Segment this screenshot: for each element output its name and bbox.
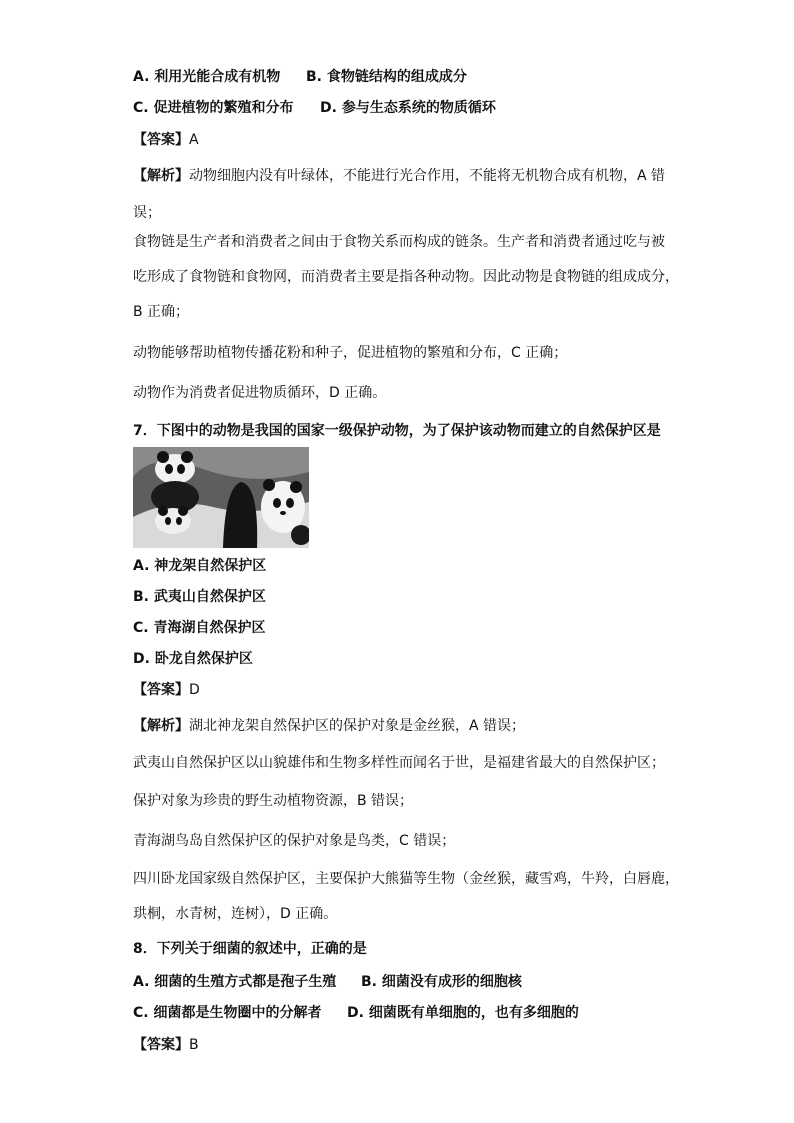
analysis-tag: 【解析】 <box>133 718 189 734</box>
answer-value: D <box>189 682 200 698</box>
q8-option-c: C. 细菌都是生物圈中的分解者 <box>133 1005 322 1021</box>
q8-answer <box>133 1036 199 1054</box>
q6-options-row-1 <box>133 68 467 86</box>
q6-answer <box>133 131 199 149</box>
answer-value: A <box>189 132 199 148</box>
analysis-tag: 【解析】 <box>133 168 189 184</box>
q6-analysis-line-6: 动物能够帮助植物传播花粉和种子，促进植物的繁殖和分布，C 正确； <box>133 345 568 361</box>
q7-option-d: D. 卧龙自然保护区 <box>133 651 253 667</box>
panda-photo <box>133 447 309 548</box>
q8-option-b: B. 细菌没有成形的细胞核 <box>361 974 522 990</box>
q8-question: 8．下列关于细菌的叙述中，正确的是 <box>133 941 367 957</box>
q7-analysis-line-4: 青海湖鸟岛自然保护区的保护对象是鸟类，C 错误； <box>133 833 456 849</box>
q6-analysis-line-5: B 正确； <box>133 304 190 320</box>
q7-option-a: A. 神龙架自然保护区 <box>133 558 267 574</box>
q7-analysis-line-6: 珙桐，水青树，连树），D 正确。 <box>133 906 338 922</box>
answer-tag: 【答案】 <box>133 1037 189 1053</box>
q6-option-c: C. 促进植物的繁殖和分布 <box>133 100 294 116</box>
answer-value: B <box>189 1037 199 1053</box>
analysis-text: 动物细胞内没有叶绿体，不能进行光合作用，不能将无机物合成有机物，A 错 <box>189 168 666 184</box>
q8-option-a: A. 细菌的生殖方式都是孢子生殖 <box>133 974 337 990</box>
q6-analysis-line-2: 误； <box>133 205 161 221</box>
q8-options-row-2 <box>133 1004 579 1022</box>
q8-options-row-1 <box>133 973 522 991</box>
q6-options-row-2 <box>133 99 496 117</box>
q6-analysis-line-1 <box>133 167 665 185</box>
q8-option-d: D. 细菌既有单细胞的，也有多细胞的 <box>347 1005 579 1021</box>
q6-option-b: B. 食物链结构的组成成分 <box>306 69 467 85</box>
analysis-text: 湖北神龙架自然保护区的保护对象是金丝猴，A 错误； <box>189 718 526 734</box>
q6-analysis-line-4: 吃形成了食物链和食物网，而消费者主要是指各种动物。因此动物是食物链的组成成分， <box>133 269 679 285</box>
q7-analysis-line-2: 武夷山自然保护区以山貌雄伟和生物多样性而闻名于世，是福建省最大的自然保护区； <box>133 755 665 771</box>
q7-option-c: C. 青海湖自然保护区 <box>133 620 266 636</box>
q7-option-b: B. 武夷山自然保护区 <box>133 589 266 605</box>
answer-tag: 【答案】 <box>133 132 189 148</box>
q6-option-d: D. 参与生态系统的物质循环 <box>320 100 496 116</box>
q6-analysis-line-7: 动物作为消费者促进物质循环，D 正确。 <box>133 385 387 401</box>
q6-option-a: A. 利用光能合成有机物 <box>133 69 281 85</box>
q6-analysis-line-3: 食物链是生产者和消费者之间由于食物关系而构成的链条。生产者和消费者通过吃与被 <box>133 234 665 250</box>
q7-answer <box>133 681 200 699</box>
q7-analysis-line-1 <box>133 717 525 735</box>
q7-question: 7．下图中的动物是我国的国家一级保护动物，为了保护该动物而建立的自然保护区是 <box>133 423 661 439</box>
q7-analysis-line-3: 保护对象为珍贵的野生动植物资源，B 错误； <box>133 793 414 809</box>
q7-analysis-line-5: 四川卧龙国家级自然保护区，主要保护大熊猫等生物（金丝猴，藏雪鸡，牛羚，白唇鹿， <box>133 871 679 887</box>
answer-tag: 【答案】 <box>133 682 189 698</box>
